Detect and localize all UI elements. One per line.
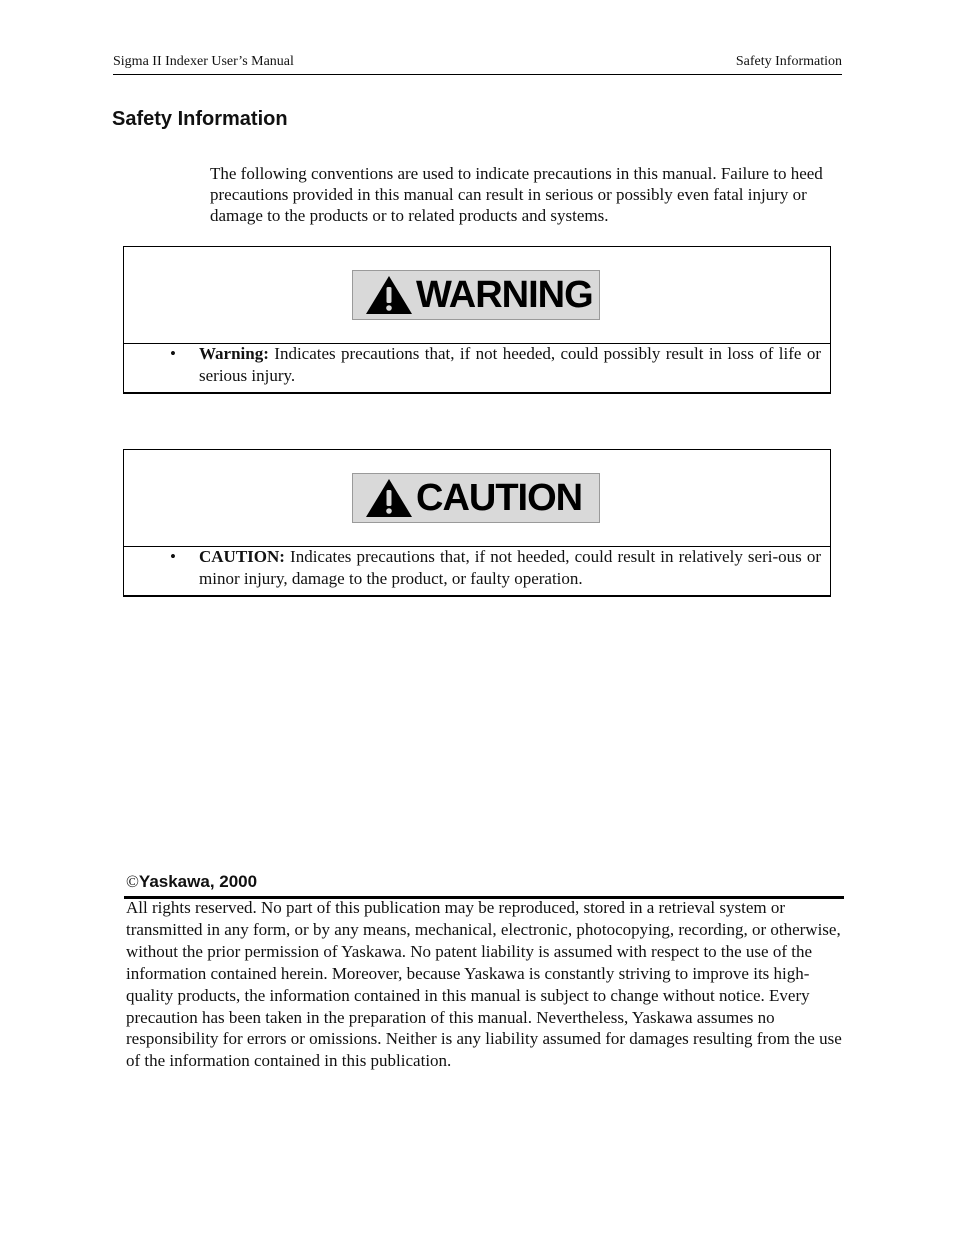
- warning-bullet: •: [170, 344, 176, 363]
- caution-bullet: •: [170, 547, 176, 566]
- chapter-title: Safety Information: [735, 54, 842, 69]
- warning-body: [199, 343, 821, 387]
- warning-text: Indicates precautions that, if not heeded, could possibly result in loss of life or serious injury.: [199, 344, 821, 385]
- caution-banner-area: [124, 450, 830, 547]
- running-header: [113, 52, 842, 75]
- caution-notice-box: [123, 449, 831, 597]
- caution-badge-word: CAUTION: [416, 477, 583, 519]
- copyright-symbol: ©: [126, 872, 139, 891]
- warning-badge-word: WARNING: [416, 274, 593, 316]
- warning-triangle-icon: [365, 275, 413, 315]
- warning-notice-box: [123, 246, 831, 394]
- caution-badge: [352, 473, 600, 523]
- copyright-title: [126, 871, 257, 893]
- copyright-paragraph: All rights reserved. No part of this publication may be reproduced, stored in a retrieval system or transmitted in any form, or by any means, mechanical, electronic, photocopying, recording, or otherwise, without the prior permission of Yaskawa. No patent liability is assumed with respect to the use of the information contained herein. Moreover, because Yaskawa is constantly striving to improve its high-quality products, the information contained in this manual is subject to change without notice. Every precaution has been taken in the preparation of this manual. Nevertheless, Yaskawa assumes no responsibility for errors or omissions. Neither is any liability assumed for damages resulting from the use of the information contained in this publication.: [126, 898, 842, 1071]
- caution-text: Indicates precautions that, if not heeded, could result in relatively seri-ous or minor injury, damage to the product, or faulty operation.: [199, 547, 821, 588]
- copyright-owner: Yaskawa, 2000: [138, 872, 258, 891]
- warning-banner-area: [124, 247, 830, 344]
- manual-title: Sigma II Indexer User’s Manual: [113, 54, 294, 69]
- caution-label: CAUTION:: [199, 547, 285, 566]
- warning-label: Warning:: [199, 344, 269, 363]
- caution-body: [199, 546, 821, 590]
- section-title: Safety Information: [112, 108, 288, 130]
- warning-triangle-icon: [365, 478, 413, 518]
- warning-badge: [352, 270, 600, 320]
- intro-paragraph: The following conventions are used to indicate precautions in this manual. Failure to heed precautions provided in this manual can result in serious or possibly even fatal injury or damage to the products or to related products and systems.: [210, 164, 823, 225]
